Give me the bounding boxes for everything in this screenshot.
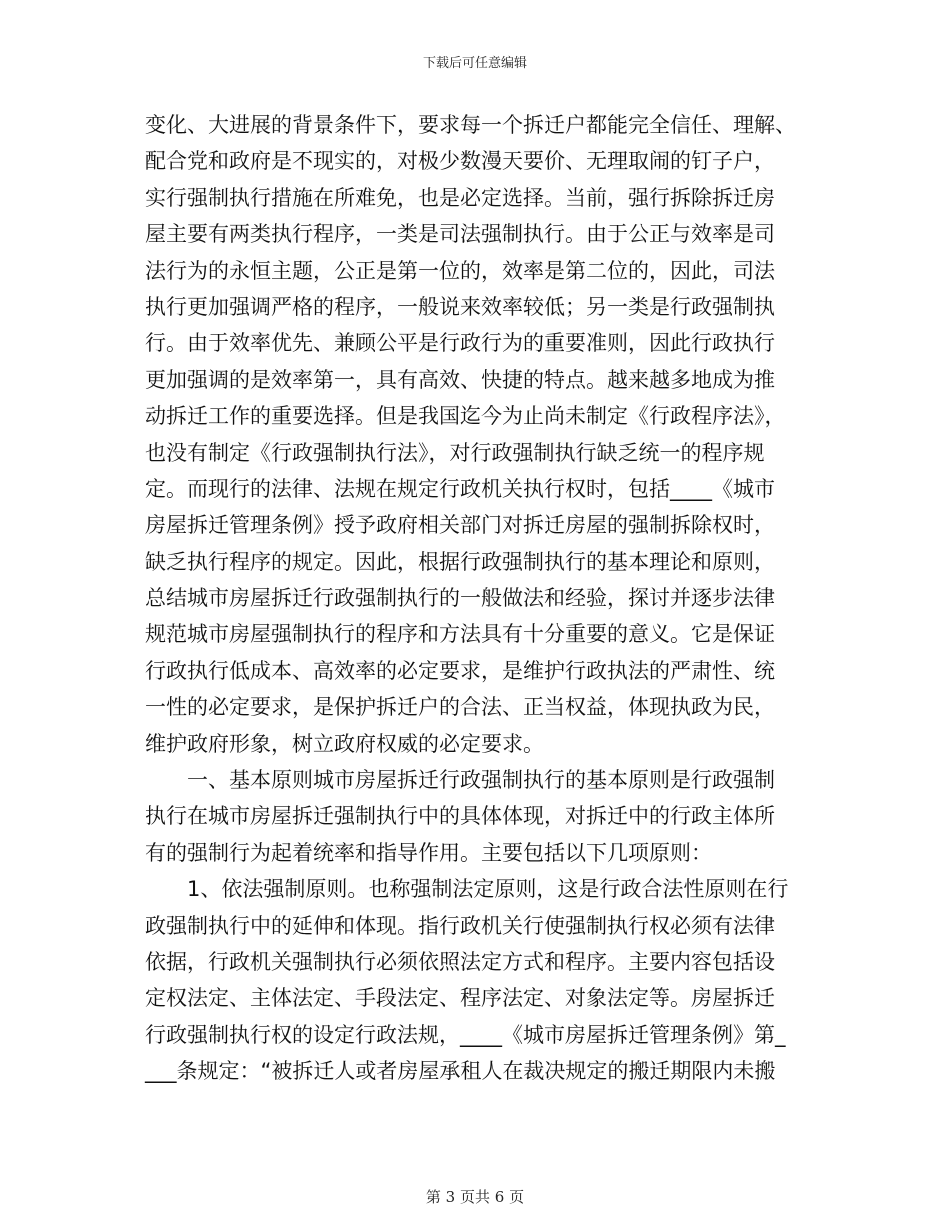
text-line: 定权法定、主体法定、手段法定、程序法定、对象法定等。房屋拆迁 <box>145 986 775 1011</box>
text-line: 依据，行政机关强制执行必须依照法定方式和程序。主要内容包括设 <box>145 949 775 974</box>
text-line: 缺乏执行程序的规定。因此，根据行政强制执行的基本理论和原则， <box>145 549 775 574</box>
text-line: 也没有制定《行政强制执行法》，对行政强制执行缺乏统一的程序规 <box>145 440 765 465</box>
text-line: 行政强制执行权的设定行政法规，____《城市房屋拆迁管理条例》第_ <box>145 1022 786 1047</box>
text-line: 法行为的永恒主题，公正是第一位的，效率是第二位的，因此，司法 <box>145 258 775 283</box>
text-line: 行。由于效率优先、兼顾公平是行政行为的重要准则，因此行政执行 <box>145 331 775 356</box>
text-line: 行政执行低成本、高效率的必定要求，是维护行政执法的严肃性、统 <box>145 658 775 683</box>
page-header: 下载后可任意编辑 <box>422 56 527 71</box>
text-line: 一性的必定要求，是保护拆迁户的合法、正当权益，体现执政为民， <box>145 695 775 720</box>
text-line: 定。而现行的法律、法规在规定行政机关执行权时，包括____《城市 <box>145 476 775 501</box>
text-line: 总结城市房屋拆迁行政强制执行的一般做法和经验，探讨并逐步法律 <box>145 586 775 611</box>
text-line: 动拆迁工作的重要选择。但是我国迄今为止尚未制定《行政程序法》， <box>145 404 786 429</box>
text-line: 变化、大进展的背景条件下，要求每一个拆迁户都能完全信任、理解、 <box>145 113 796 137</box>
text-line: 房屋拆迁管理条例》授予政府相关部门对拆迁房屋的强制拆除权时， <box>145 513 775 538</box>
text-line: ___条规定：“被拆迁人或者房屋承租人在裁决规定的搬迁期限内未搬 <box>145 1059 776 1084</box>
section-heading-line: 一、基本原则城市房屋拆迁行政强制执行的基本原则是行政强制 <box>187 768 775 793</box>
text-line: 执行在城市房屋拆迁强制执行中的具体体现，对拆迁中的行政主体所 <box>145 804 775 829</box>
page-footer: 第 3 页共 6 页 <box>425 1188 525 1206</box>
text-line: 维护政府形象，树立政府权威的必定要求。 <box>145 731 544 756</box>
text-line: 更加强调的是效率第一，具有高效、快捷的特点。越来越多地成为推 <box>145 367 775 392</box>
text-line: 政强制执行中的延伸和体现。指行政机关行使强制执行权必须有法律 <box>145 913 775 938</box>
text-line: 规范城市房屋强制执行的程序和方法具有十分重要的意义。它是保证 <box>145 622 775 647</box>
text-line: 配合党和政府是不现实的，对极少数漫天要价、无理取闹的钉子户， <box>145 149 775 174</box>
numbered-item-line: 1、依法强制原则。也称强制法定原则，这是行政合法性原则在行 <box>187 877 789 902</box>
text-line: 执行更加强调严格的程序，一般说来效率较低；另一类是行政强制执 <box>145 294 775 319</box>
text-line: 实行强制执行措施在所难免，也是必定选择。当前，强行拆除拆迁房 <box>145 185 775 210</box>
body-text <box>145 107 805 1090</box>
text-line: 屋主要有两类执行程序，一类是司法强制执行。由于公正与效率是司 <box>145 222 775 247</box>
text-line: 有的强制行为起着统率和指导作用。主要包括以下几项原则： <box>145 840 712 865</box>
